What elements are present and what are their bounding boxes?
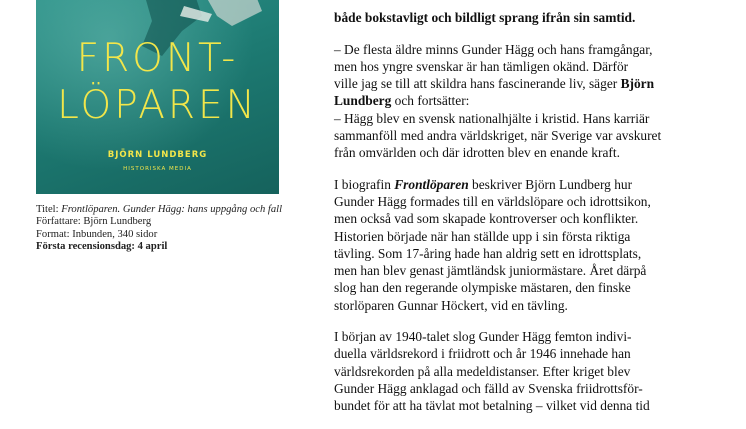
lead-paragraph [334, 0, 714, 27]
paragraph-3: I början av 1940-talet slog Gunder Hägg femton indivi- duella världsrekord i friidrott och år 1946 innehade han världsrekorden på alla medeldistanser. Efter kriget blev Gunder Hägg anklagad och fälld av Svenska friidrottsför- bundet för att ha tävlat mot betalning – vilket vid denna tid [334, 329, 650, 414]
review-date-line: Första recensionsdag: 4 april [36, 241, 168, 253]
title-label: Titel: [36, 204, 62, 215]
cover-author: BJÖRN LUNDBERG [107, 150, 208, 160]
title-line [36, 204, 321, 216]
paragraph-1: – De flesta äldre minns Gunder Hägg och hans framgångar, men hos yngre svenskar är han tämligen okänd. Därför ville jag se till att skildra hans fascinerande liv, säger Björn Lundberg och fortsätter: – Hägg blev en svensk nationalhjälte i kristid. Hans karriär sammanföll med andra världskriget, när Sverige var avskuret från omvärlden och där idrotten blev en enande kraft. [334, 41, 662, 161]
cover-title-line-1: FRONT- [76, 36, 239, 81]
book-cover [36, 0, 279, 194]
title-value: Frontlöparen. Gunder Hägg: hans uppgång och fall [61, 204, 283, 215]
cover-title-line-2: LÖPAREN [57, 83, 258, 128]
cover-publisher: HISTORISKA MEDIA [123, 166, 192, 172]
lead-line: både bokstavligt och bildligt sprang ifrån sin samtid. [334, 10, 636, 26]
article-body [334, 0, 714, 429]
author-line: Författare: Björn Lundberg [36, 216, 152, 228]
format-line: Format: Inbunden, 340 sidor [36, 228, 158, 240]
paragraph-2: I biografin Frontlöparen beskriver Björn Lundberg hur Gunder Hägg formades till en världslöpare och idrottsikon, men också vad som skapade kontroverser och konflikter. Historien började när han ställde upp i sin första riktiga tävling. Som 17-åring hade han aldrig sett en idrottsplats, men han blev genast jämtländsk juniormästare. Året därpå slog han den regerande olympiske mästaren, den finske storlöparen Gunnar Höckert, vid en tävling. [334, 176, 651, 313]
book-facts [36, 204, 321, 254]
